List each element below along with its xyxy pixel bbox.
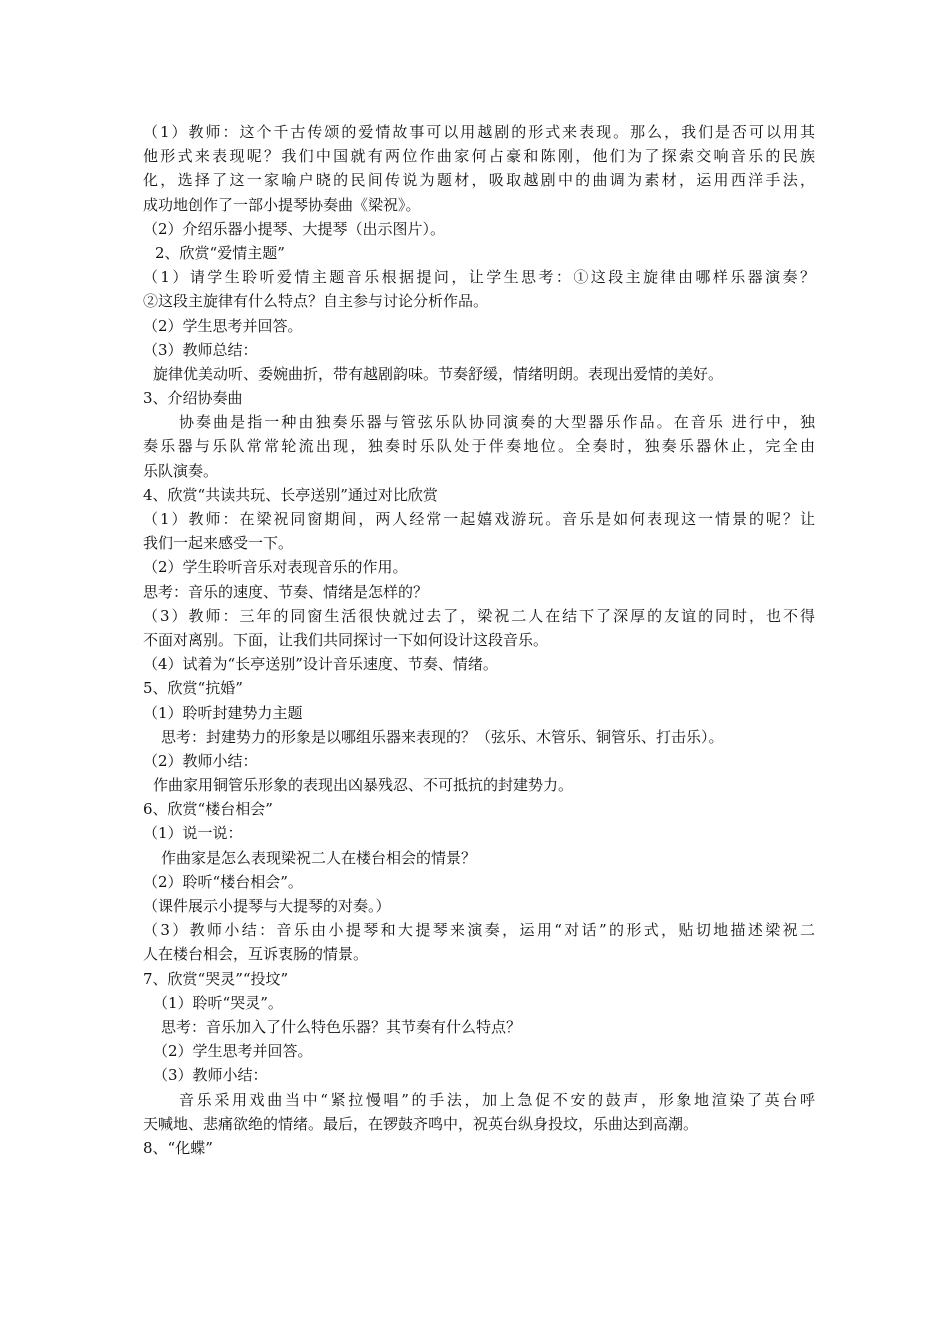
text-line: 人在楼台相会，互诉衷肠的情景。 (143, 945, 369, 964)
text-line: 化，选择了这一家喻户晓的民间传说为题材，吸取越剧中的曲调为素材，运用西洋手法， (143, 171, 815, 190)
text-line: 他形式来表现呢？我们中国就有两位作曲家何占豪和陈刚，他们为了探索交响音乐的民族 (143, 147, 815, 166)
text-line: 不面对离别。下面，让我们共同探讨一下如何设计这段音乐。 (143, 630, 549, 649)
text-line: （1）教师：在梁祝同窗期间，两人经常一起嬉戏游玩。音乐是如何表现这一情景的呢？让 (143, 510, 815, 528)
text-line: （1）说一说： (143, 824, 243, 843)
text-line: 奏乐器与乐队常常轮流出现，独奏时乐队处于伴奏地位。全奏时，独奏乐器休止，完全由 (143, 437, 815, 456)
text-line: ②这段主旋律有什么特点？自主参与讨论分析作品。 (143, 292, 489, 311)
text-line: 4、欣赏“共读共玩、长亭送别”通过对比欣赏 (143, 485, 438, 504)
text-line: （4）试着为“长亭送别”设计音乐速度、节奏、情绪。 (143, 655, 498, 674)
text-line: 协奏曲是指一种由独奏乐器与管弦乐队协同演奏的大型器乐作品。在音乐 进行中，独 (179, 413, 815, 432)
text-line: 思考：音乐的速度、节奏、情绪是怎样的？ (143, 582, 429, 601)
text-line: 5、欣赏“抗婚” (143, 679, 243, 698)
text-line: （3）教师小结： (153, 1066, 268, 1085)
text-line: （课件展示小提琴与大提琴的对奏。） (143, 897, 391, 915)
text-line: （2）学生思考并回答。 (143, 316, 303, 335)
text-line: （1）聆听封建势力主题 (143, 703, 303, 722)
text-line: 旋律优美动听、委婉曲折，带有越剧韵味。节奏舒缓，情绪明朗。表现出爱情的美好。 (153, 364, 724, 383)
text-line: 6、欣赏“楼台相会” (143, 800, 273, 819)
text-line: （2）教师小结： (143, 751, 258, 770)
text-line: 3、介绍协奏曲 (143, 389, 243, 408)
text-line: 音乐采用戏曲当中“紧拉慢唱”的手法，加上急促不安的鼓声，形象地渲染了英台呼 (179, 1090, 815, 1109)
text-line: 思考：音乐加入了什么特色乐器？其节奏有什么特点？ (161, 1017, 522, 1036)
text-line: 2、欣赏“爱情主题” (155, 243, 285, 262)
text-line: （3）教师：三年的同窗生活很快就过去了，梁祝二人在结下了深厚的友谊的同时，也不得 (143, 606, 815, 625)
text-line: （3）教师小结：音乐由小提琴和大提琴来演奏，运用“对话”的形式，贴切地描述梁祝二 (143, 921, 815, 940)
text-line: 天喊地、悲痛欲绝的情绪。最后，在锣鼓齐鸣中，祝英台纵身投坟，乐曲达到高潮。 (143, 1114, 699, 1133)
text-line: 我们一起来感受一下。 (143, 534, 294, 553)
text-line: （1）请学生聆听爱情主题音乐根据提问，让学生思考：①这段主旋律由哪样乐器演奏？ (143, 268, 815, 287)
text-line: 作曲家用铜管乐形象的表现出凶暴残忍、不可抵抗的封建势力。 (153, 776, 574, 795)
text-line: （2）介绍乐器小提琴、大提琴（出示图片）。 (143, 219, 446, 238)
text-line: 作曲家是怎么表现梁祝二人在楼台相会的情景？ (161, 848, 477, 867)
text-line: 8、“化蝶” (143, 1138, 213, 1157)
text-line: 7、欣赏“哭灵”“投坟” (143, 969, 289, 988)
text-line: 乐队演奏。 (143, 461, 219, 480)
text-line: 成功地创作了一部小提琴协奏曲《梁祝》。 (143, 195, 421, 214)
text-line: （2）学生思考并回答。 (153, 1042, 313, 1061)
text-line: （3）教师总结： (143, 340, 258, 359)
document-body (143, 120, 815, 1160)
text-line: （1）聆听“哭灵”。 (153, 993, 283, 1012)
text-line: （1）教师：这个千古传颂的爱情故事可以用越剧的形式来表现。那么，我们是否可以用其 (143, 123, 815, 141)
text-line: （2）学生聆听音乐对表现音乐的作用。 (143, 558, 408, 577)
text-line: （2）聆听“楼台相会”。 (143, 872, 303, 891)
text-line: 思考：封建势力的形象是以哪组乐器来表现的？（弦乐、木管乐、铜管乐、打击乐）。 (161, 727, 724, 746)
